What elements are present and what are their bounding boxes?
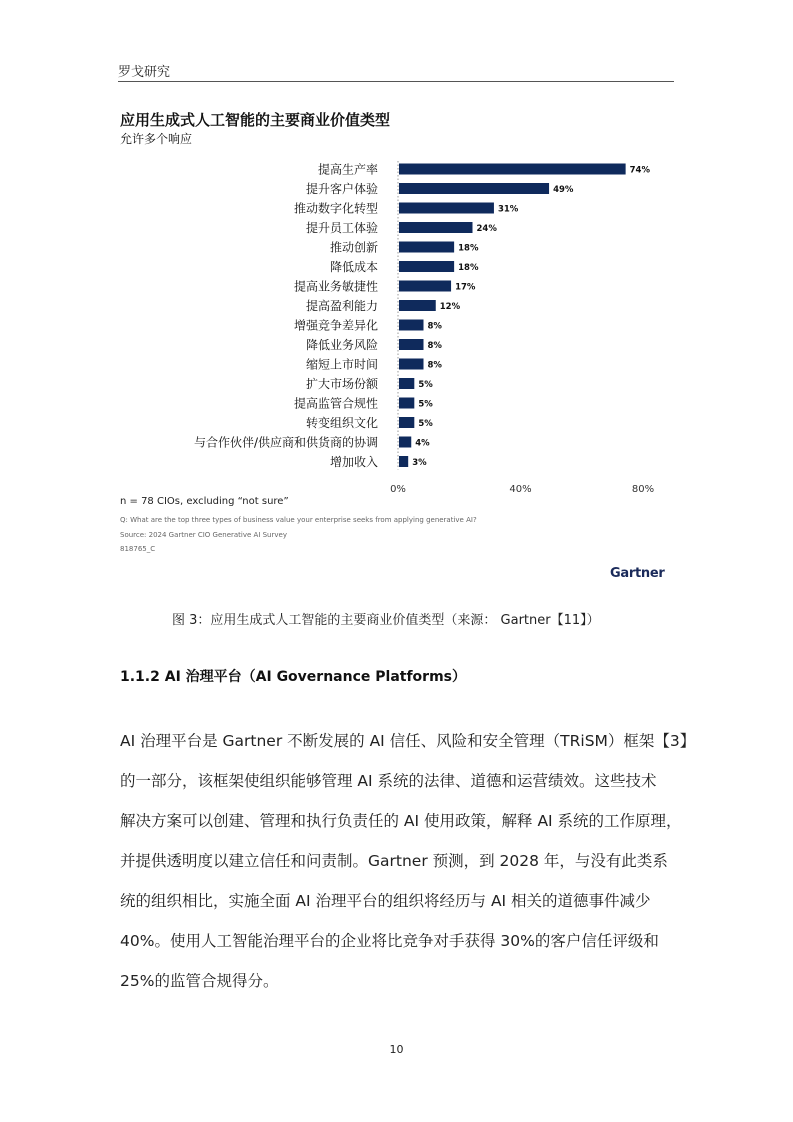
paragraph-line: 统的组织相比，实施全面 AI 治理平台的组织将经历与 AI 相关的道德事件减少	[120, 892, 651, 910]
bar-category-label: 提高盈利能力	[305, 299, 378, 313]
chart-id-note: 818765_C	[120, 545, 156, 553]
body-paragraph	[120, 721, 696, 1001]
bar	[399, 398, 414, 409]
bar-value-label: 12%	[439, 302, 461, 312]
bar-value-label: 3%	[412, 458, 427, 468]
paragraph-line: 的一部分，该框架使组织能够管理 AI 系统的法律、道德和运营绩效。这些技术	[120, 772, 657, 790]
bar-value-label: 8%	[427, 360, 442, 371]
bar	[399, 222, 473, 233]
bar-category-label: 缩短上市时间	[305, 357, 378, 372]
chart-source-note: Source: 2024 Gartner CIO Generative AI Survey	[120, 531, 287, 539]
bar	[399, 339, 424, 350]
bar-value-label: 8%	[427, 321, 442, 332]
bar-category-label: 提升员工体验	[305, 221, 378, 235]
bar-value-label: 17%	[455, 282, 476, 293]
bar-category-label: 增加收入	[329, 455, 378, 469]
bar-value-label: 49%	[553, 185, 574, 195]
paragraph-line: 25%的监管合规得分。	[120, 972, 279, 990]
bar-value-label: 5%	[418, 419, 433, 429]
bar-category-label: 提高生产率	[317, 162, 378, 177]
bar	[399, 456, 408, 467]
x-tick-label: 80%	[631, 484, 655, 495]
bar-category-label: 扩大市场份额	[305, 377, 378, 391]
page-number: 10	[389, 1043, 404, 1056]
bar	[399, 242, 454, 253]
bar-category-label: 提高业务敏捷性	[293, 279, 378, 294]
bar	[399, 417, 414, 428]
bar-value-label: 5%	[418, 380, 433, 390]
bar-value-label: 18%	[458, 263, 479, 273]
bar	[399, 437, 411, 448]
bar-value-label: 31%	[497, 204, 519, 215]
header-divider	[118, 81, 674, 82]
bar-category-label: 提高监管合规性	[293, 396, 378, 411]
bar	[399, 300, 436, 311]
bar-value-label: 18%	[458, 243, 479, 254]
bar	[399, 281, 451, 292]
bar	[399, 261, 454, 272]
section-heading: 1.1.2 AI 治理平台（AI Governance Platforms）	[120, 669, 466, 685]
bar-value-label: 74%	[629, 165, 650, 176]
chart-sample-note: n = 78 CIOs, excluding “not sure”	[120, 496, 289, 507]
bar-value-label: 4%	[415, 438, 430, 449]
chart-question-note: Q: What are the top three types of business value your enterprise seeks from applying generative AI?	[120, 516, 477, 524]
bar-category-label: 推动数字化转型	[293, 201, 378, 216]
gartner-logo: Gartner	[610, 566, 665, 581]
bar-category-label: 降低业务风险	[305, 338, 378, 352]
x-tick-label: 0%	[390, 484, 406, 495]
bar-value-label: 8%	[427, 341, 442, 351]
running-header: 罗戈研究	[118, 65, 171, 80]
chart-subtitle: 允许多个响应	[120, 132, 193, 146]
figure-caption: 图 3：应用生成式人工智能的主要商业价值类型（来源： Gartner【11】）	[172, 613, 600, 628]
bar	[399, 359, 424, 370]
bar-category-label: 与合作伙伴/供应商和供货商的协调	[193, 435, 378, 450]
bar-category-label: 提升客户体验	[305, 182, 378, 196]
bar	[399, 183, 549, 194]
bar-category-label: 增强竞争差异化	[293, 318, 378, 333]
bar-category-label: 推动创新	[329, 240, 378, 255]
bar	[399, 164, 626, 175]
paragraph-line: 40%。使用人工智能治理平台的企业将比竞争对手获得 30%的客户信任评级和	[120, 932, 659, 950]
bar-value-label: 5%	[418, 399, 433, 410]
bar-category-label: 降低成本	[329, 260, 378, 274]
bar	[399, 320, 424, 331]
bar-value-label: 24%	[476, 224, 497, 234]
bar	[399, 378, 414, 389]
paragraph-line: 并提供透明度以建立信任和问责制。Gartner 预测，到 2028 年，与没有此类系	[120, 852, 668, 870]
x-tick-label: 40%	[509, 484, 532, 495]
paragraph-line: 解决方案可以创建、管理和执行负责任的 AI 使用政策，解释 AI 系统的工作原理，	[120, 812, 682, 830]
bar	[399, 203, 494, 214]
paragraph-line: AI 治理平台是 Gartner 不断发展的 AI 信任、风险和安全管理（TRiSM）框架【3】	[120, 732, 696, 750]
bar-category-label: 转变组织文化	[305, 416, 378, 430]
chart-title: 应用生成式人工智能的主要商业价值类型	[120, 111, 391, 129]
